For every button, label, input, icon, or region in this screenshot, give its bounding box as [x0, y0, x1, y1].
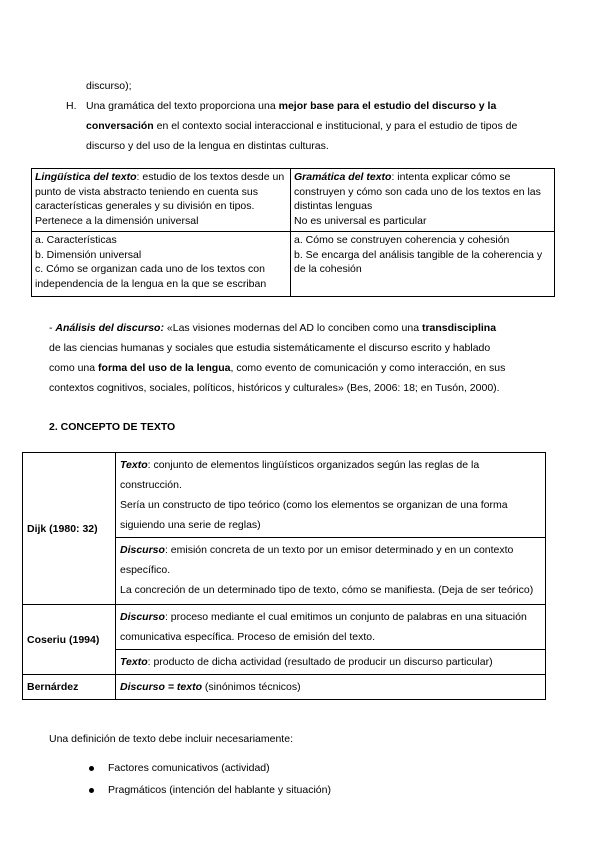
cell-dijk-discurso: Discurso: emisión concreta de un texto por un emisor determinado y en un contexto específico. La concreción de un determinado tipo de texto, cómo se manifiesta. (Deja de ser teórico)	[116, 538, 546, 605]
section-title: 2. CONCEPTO DE TEXTO	[49, 421, 176, 433]
list-item: b. Se encarga del análisis tangible de la coherencia y de la cohesión	[294, 248, 543, 275]
ad-line4: contextos cognitivos, sociales, políticos, históricos y culturales» (Bes, 2006: 18; en Tusón, 2000).	[49, 382, 500, 394]
bullet-item: Factores comunicativos (actividad)	[108, 762, 270, 774]
list-continuation: discurso);	[86, 80, 132, 92]
list-item: a. Cómo se construyen coherencia y cohesión	[294, 234, 510, 246]
concept-table	[22, 452, 546, 700]
author-bernardez: Bernárdez	[23, 675, 116, 700]
cell-linguistica-items	[32, 232, 291, 297]
ad-line3: como una forma del uso de la lengua, como evento de comunicación y como interacción, en sus	[49, 362, 506, 374]
item-h-line1: Una gramática del texto proporciona una mejor base para el estudio del discurso y la	[86, 100, 497, 112]
list-item: b. Dimensión universal	[35, 248, 142, 261]
cell-gramatica-texto: Gramática del texto: intenta explicar cómo se construyen y cómo son cada uno de los textos en las distintas lenguas No es universal es particular	[291, 169, 555, 232]
bullet-icon	[89, 766, 94, 771]
list-marker-h: H.	[66, 100, 77, 112]
bullet-item: Pragmáticos (intención del hablante y situación)	[108, 784, 331, 796]
item-h-line2: conversación en el contexto social interaccional e institucional, y para el estudio de tipos de	[86, 120, 518, 132]
cell-bernardez: Discurso = texto (sinónimos técnicos)	[116, 675, 546, 700]
cell-coseriu-discurso: Discurso: proceso mediante el cual emitimos un conjunto de palabras en una situación comunicativa específica. Proceso de emisión del texto.	[116, 605, 546, 650]
comparison-table	[31, 168, 555, 297]
definition-intro: Una definición de texto debe incluir necesariamente:	[49, 733, 293, 745]
list-item: a. Características	[35, 234, 117, 246]
cell-coseriu-texto: Texto: producto de dicha actividad (resultado de producir un discurso particular)	[116, 650, 546, 675]
bullet-icon	[89, 788, 94, 793]
cell-linguistica-texto: Lingüística del texto: estudio de los textos desde un punto de vista abstracto teniendo en cuenta sus características generales y su división en tipos. Pertenece a la dimensión universal	[32, 169, 291, 232]
author-coseriu: Coseriu (1994)	[23, 605, 116, 675]
ad-line2: de las ciencias humanas y sociales que estudia sistemáticamente el discurso escrito y hablado	[49, 342, 491, 354]
ad-line1: - Análisis del discurso: «Las visiones modernas del AD lo conciben como una transdisciplina	[49, 322, 497, 334]
cell-gramatica-items	[291, 232, 555, 297]
item-h-line3: discurso y del uso de la lengua en distintas culturas.	[86, 140, 329, 152]
author-dijk: Dijk (1980: 32)	[23, 453, 116, 605]
cell-dijk-texto: Texto: conjunto de elementos lingüísticos organizados según las reglas de la construcción. Sería un constructo de tipo teórico (como los elementos se organizan de una forma siguiendo una serie de reglas)	[116, 453, 546, 538]
list-item: c. Cómo se organizan cada uno de los textos con independencia de la lengua en la que se escriban	[35, 263, 267, 290]
